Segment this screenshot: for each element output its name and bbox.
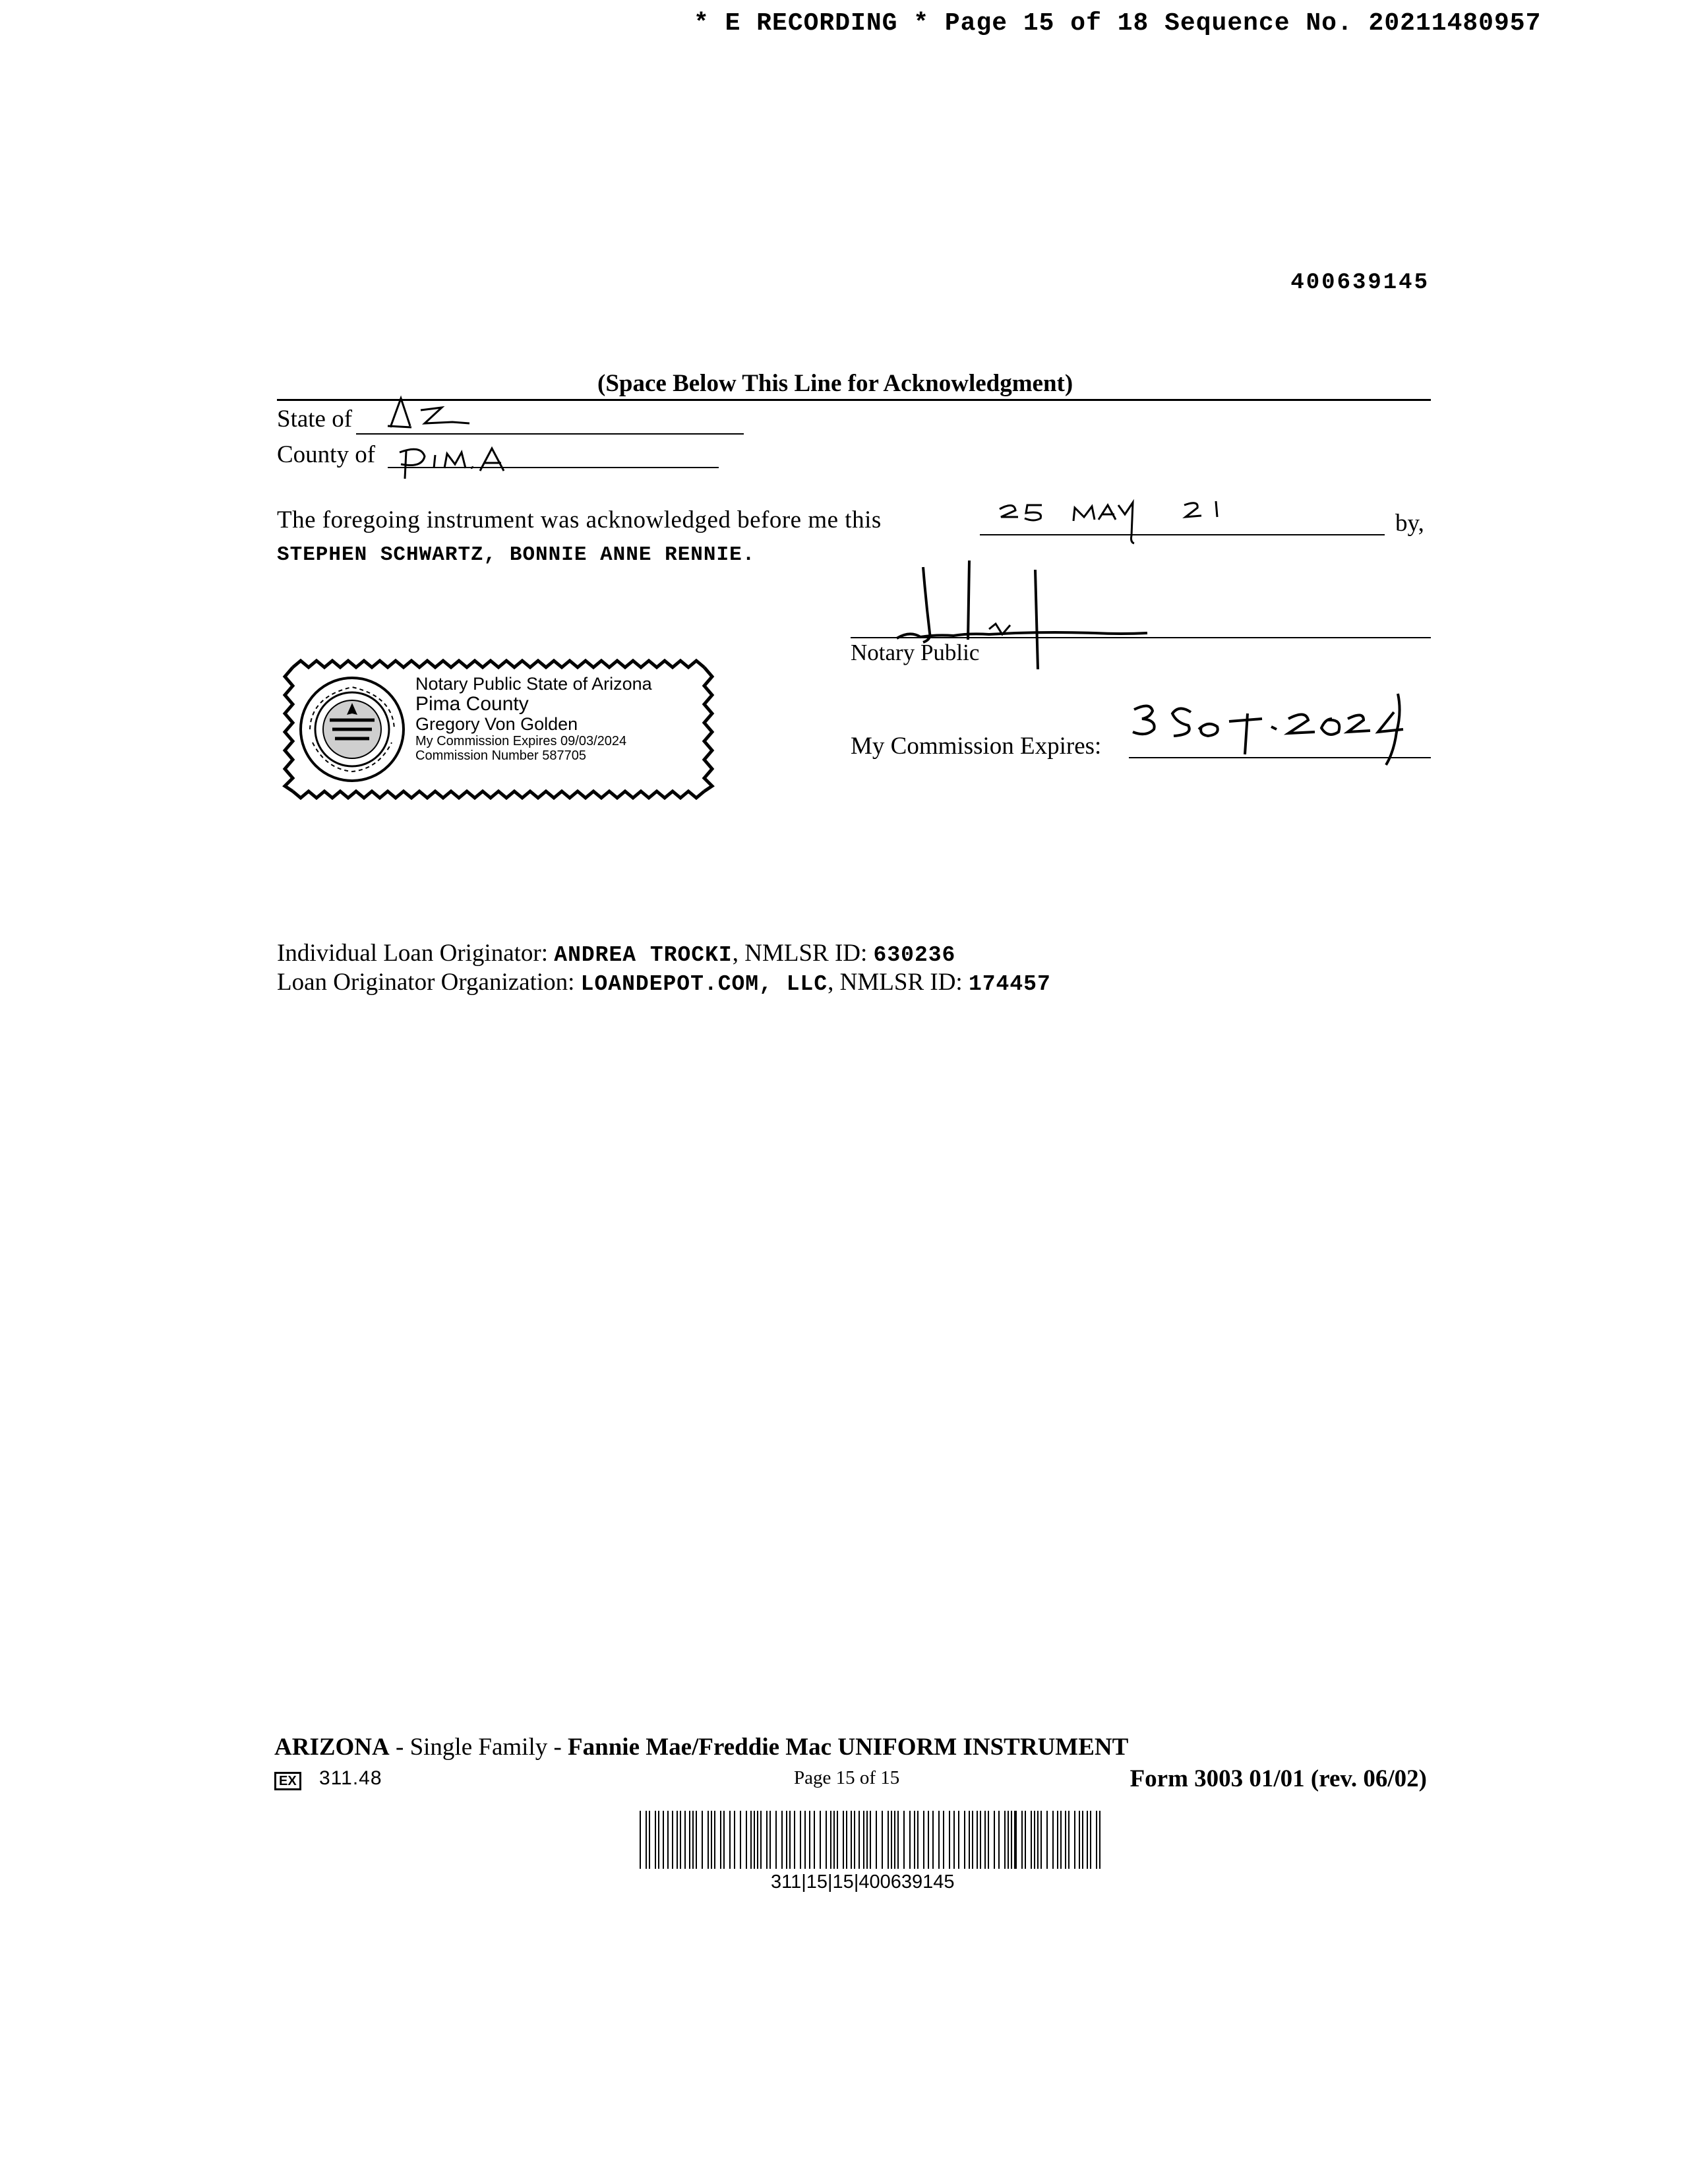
form-number: Form 3003 01/01 (rev. 06/02) (1130, 1765, 1427, 1792)
barcode-bar (667, 1811, 669, 1869)
barcode-bar (830, 1811, 831, 1869)
barcode-bar (1052, 1811, 1054, 1869)
barcode-bar (1096, 1811, 1097, 1869)
notary-stamp-text (415, 675, 652, 762)
barcode-bar (914, 1811, 915, 1869)
barcode-bar (903, 1811, 905, 1869)
barcode-bar (640, 1811, 641, 1869)
barcode-bar (949, 1811, 950, 1869)
barcode-bar (998, 1811, 1000, 1869)
barcode-bar (649, 1811, 650, 1869)
barcode-bar (870, 1811, 871, 1869)
county-label: County of (277, 441, 376, 468)
organization-nmlsr-label: , NMLSR ID: (828, 969, 963, 996)
page-indicator: Page 15 of 15 (794, 1767, 900, 1788)
state-handwritten-value (381, 393, 480, 433)
barcode-bar (800, 1811, 801, 1869)
commission-expires-handwritten-value (1130, 686, 1447, 772)
stamp-line-name: Gregory Von Golden (415, 714, 578, 734)
barcode-bar (734, 1811, 735, 1869)
barcode-bar (909, 1811, 911, 1869)
individual-originator-label: Individual Loan Originator: (277, 940, 549, 967)
barcode-bar (1021, 1811, 1023, 1869)
barcode-bar (882, 1811, 883, 1869)
stamp-line-notary: Notary Public State of Arizona (415, 674, 652, 694)
barcode-bar (766, 1811, 768, 1869)
barcode-bar (980, 1811, 981, 1869)
barcode-bar (720, 1811, 721, 1869)
barcode-bar (757, 1811, 758, 1869)
barcode-bar (1004, 1811, 1006, 1869)
barcode-bar (943, 1811, 944, 1869)
barcode-bar (804, 1811, 806, 1869)
form-instrument: Fannie Mae/Freddie Mac UNIFORM INSTRUMENT (568, 1734, 1129, 1761)
barcode-bar (1099, 1811, 1100, 1869)
barcode-bar (794, 1811, 795, 1869)
barcode-bar (1057, 1811, 1058, 1869)
barcode-bar (680, 1811, 681, 1869)
barcode-bar (1082, 1811, 1083, 1869)
barcode-bar (1037, 1811, 1039, 1869)
barcode-bar (760, 1811, 762, 1869)
barcode-bar (826, 1811, 827, 1869)
barcode-bar (932, 1811, 934, 1869)
barcode-bar (1087, 1811, 1088, 1869)
notary-signature-line (851, 637, 1431, 638)
stamp-line-expires: My Commission Expires 09/03/2024 (415, 734, 627, 748)
state-underline (356, 433, 744, 435)
barcode-bar (928, 1811, 929, 1869)
barcode-bar (969, 1811, 970, 1869)
barcode-bar (809, 1811, 810, 1869)
barcode-bar (1079, 1811, 1080, 1869)
barcode-bar (754, 1811, 755, 1869)
barcode-bar (894, 1811, 895, 1869)
barcode-bar (1060, 1811, 1062, 1869)
individual-originator-name: ANDREA TROCKI (554, 943, 733, 967)
organization-name: LOANDEPOT.COM, LLC (580, 972, 828, 996)
barcode-bar (938, 1811, 940, 1869)
barcode-bar (1068, 1811, 1070, 1869)
acknowledgment-heading: (Space Below This Line for Acknowledgment) (597, 370, 1073, 397)
individual-loan-originator (277, 939, 955, 967)
barcode-bar (972, 1811, 973, 1869)
county-handwritten-value (392, 435, 543, 481)
barcode-bar (702, 1811, 703, 1869)
barcode-bar (1040, 1811, 1042, 1869)
barcode-bar (977, 1811, 978, 1869)
barcode-bar (672, 1811, 673, 1869)
loan-originator-organization (277, 968, 1051, 996)
stamp-line-commission: Commission Number 587705 (415, 748, 587, 763)
barcode-bar (740, 1811, 741, 1869)
barcode-bar (1034, 1811, 1035, 1869)
individual-nmlsr-id: 630236 (873, 943, 956, 967)
signer-names: STEPHEN SCHWARTZ, BONNIE ANNE RENNIE. (277, 543, 756, 566)
barcode-bar (891, 1811, 892, 1869)
barcode-bar (988, 1811, 989, 1869)
individual-nmlsr-label: , NMLSR ID: (732, 940, 868, 967)
barcode-bar (866, 1811, 868, 1869)
barcode-bar (677, 1811, 678, 1869)
barcode-bar (994, 1811, 995, 1869)
barcode-bar (846, 1811, 847, 1869)
barcode-bar (689, 1811, 690, 1869)
by-word: by, (1395, 510, 1424, 537)
barcode-bar (1014, 1811, 1017, 1869)
form-type: - Single Family - (389, 1734, 568, 1761)
barcode-bar (658, 1811, 659, 1869)
state-label: State of (277, 406, 353, 433)
barcode-bar (711, 1811, 712, 1869)
barcode-bar (851, 1811, 852, 1869)
barcode-bar (746, 1811, 747, 1869)
barcode-bar (854, 1811, 855, 1869)
barcode-bar (714, 1811, 715, 1869)
barcode-bar (1074, 1811, 1075, 1869)
recording-header: * E RECORDING * Page 15 of 18 Sequence No. 20211480957 (694, 9, 1542, 38)
barcode-bar (923, 1811, 924, 1869)
date-handwritten-value (996, 496, 1273, 549)
barcode-bar (837, 1811, 838, 1869)
loan-number: 400639145 (1290, 270, 1430, 295)
barcode-bar (1011, 1811, 1012, 1869)
barcode-bar (1065, 1811, 1066, 1869)
barcode-bar (684, 1811, 686, 1869)
barcode (640, 1811, 1105, 1869)
barcode-bar (1046, 1811, 1048, 1869)
barcode-bar (775, 1811, 777, 1869)
barcode-bar (1008, 1811, 1009, 1869)
barcode-bar (833, 1811, 835, 1869)
barcode-bar (729, 1811, 731, 1869)
barcode-bar (876, 1811, 877, 1869)
form-code: 311.48 (319, 1767, 382, 1789)
barcode-text: 311|15|15|400639145 (771, 1871, 955, 1893)
organization-label: Loan Originator Organization: (277, 969, 575, 996)
organization-nmlsr-id: 174457 (968, 972, 1051, 996)
barcode-bar (917, 1811, 919, 1869)
barcode-bar (723, 1811, 725, 1869)
form-title (274, 1733, 1128, 1761)
barcode-bar (696, 1811, 697, 1869)
barcode-bar (781, 1811, 783, 1869)
barcode-bar (708, 1811, 709, 1869)
stamp-line-county: Pima County (415, 693, 529, 715)
barcode-bar (859, 1811, 860, 1869)
barcode-bar (789, 1811, 791, 1869)
barcode-bar (863, 1811, 864, 1869)
ellie-mae-logo: EX (274, 1772, 301, 1790)
notary-public-label: Notary Public (851, 640, 980, 665)
barcode-bar (750, 1811, 752, 1869)
barcode-bar (964, 1811, 965, 1869)
barcode-bar (1031, 1811, 1032, 1869)
barcode-bar (786, 1811, 787, 1869)
acknowledgment-sentence: The foregoing instrument was acknowledged before me this (277, 506, 882, 533)
barcode-bar (820, 1811, 821, 1869)
barcode-bar (1090, 1811, 1091, 1869)
barcode-bar (897, 1811, 899, 1869)
form-state-name: ARIZONA (274, 1734, 390, 1761)
barcode-bar (958, 1811, 959, 1869)
barcode-bar (843, 1811, 844, 1869)
barcode-bar (888, 1811, 889, 1869)
barcode-bar (1025, 1811, 1026, 1869)
barcode-bar (646, 1811, 647, 1869)
commission-expires-label: My Commission Expires: (851, 733, 1102, 760)
barcode-bar (984, 1811, 986, 1869)
barcode-bar (692, 1811, 694, 1869)
barcode-bar (655, 1811, 656, 1869)
barcode-bar (769, 1811, 771, 1869)
barcode-bar (953, 1811, 955, 1869)
barcode-bar (663, 1811, 664, 1869)
barcode-bar (814, 1811, 815, 1869)
